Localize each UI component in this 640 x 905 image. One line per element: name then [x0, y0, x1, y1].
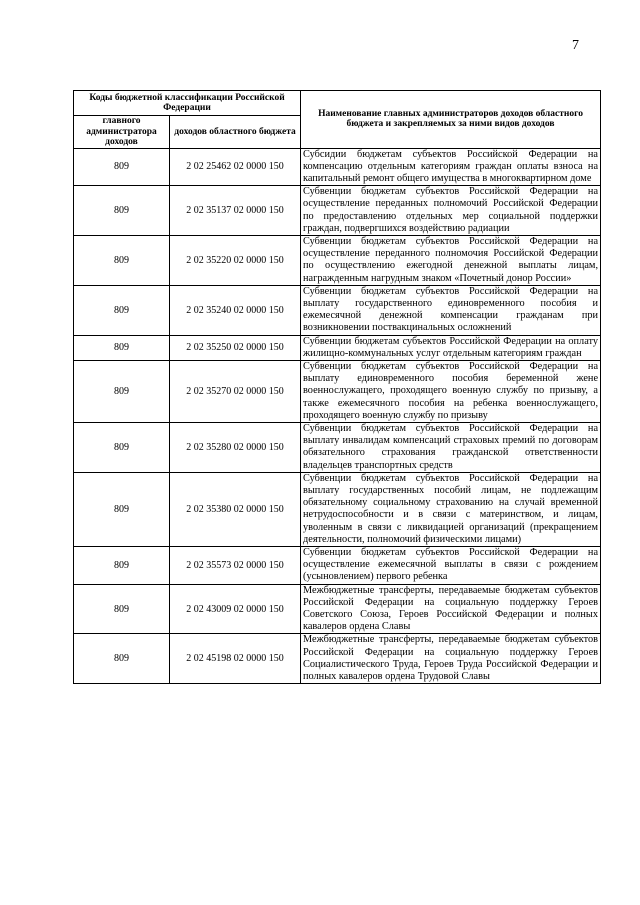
admin-code-cell: 809	[74, 235, 170, 285]
table-row	[74, 584, 601, 634]
income-name-cell: Субвенции бюджетам субъектов Российской Федерации на оплату жилищно-коммунальных услуг отдельным категориям граждан	[301, 335, 601, 360]
admin-code-cell: 809	[74, 634, 170, 684]
income-code-cell: 2 02 35573 02 0000 150	[170, 547, 301, 585]
income-name-cell: Субвенции бюджетам субъектов Российской Федерации на выплату государственного единовременного пособия и ежемесячной денежной компенсации гражданам при возникновении поствакцинальных осложнений	[301, 285, 601, 335]
admin-code-cell: 809	[74, 335, 170, 360]
table-row	[74, 472, 601, 546]
income-code-cell: 2 02 35270 02 0000 150	[170, 360, 301, 422]
page-number: 7	[572, 38, 579, 53]
table-row	[74, 148, 601, 186]
table-row	[74, 285, 601, 335]
income-code-cell: 2 02 35280 02 0000 150	[170, 422, 301, 472]
admin-code-cell: 809	[74, 584, 170, 634]
income-name-cell: Субвенции бюджетам субъектов Российской Федерации на выплату государственных пособий лицам, не подлежащим обязательному социальному страхованию на случай временной нетрудоспособности и в связи с материнством, и лицам, уволенным в связи с ликвидацией организаций (прекращением деятельности, полномочий физическими лицами)	[301, 472, 601, 546]
income-name-cell: Субсидии бюджетам субъектов Российской Федерации на компенсацию отдельным категориям граждан оплаты взноса на капитальный ремонт общего имущества в многоквартирном доме	[301, 148, 601, 186]
income-code-cell: 2 02 35250 02 0000 150	[170, 335, 301, 360]
admin-code-cell: 809	[74, 186, 170, 236]
income-code-cell: 2 02 43009 02 0000 150	[170, 584, 301, 634]
table-body	[74, 148, 601, 684]
admin-code-cell: 809	[74, 360, 170, 422]
table-row	[74, 422, 601, 472]
income-name-cell: Субвенции бюджетам субъектов Российской Федерации на осуществление переданных полномочий Российской Федерации по предоставлению отдельных мер социальной поддержки граждан, подвергшихся воздействию радиации	[301, 186, 601, 236]
budget-classification-table	[73, 90, 601, 684]
table-row	[74, 634, 601, 684]
table-row	[74, 235, 601, 285]
income-code-cell: 2 02 45198 02 0000 150	[170, 634, 301, 684]
admin-code-cell: 809	[74, 547, 170, 585]
income-name-cell: Субвенции бюджетам субъектов Российской Федерации на выплату единовременного пособия беременной жене военнослужащего, проходящего военную службу по призыву, а также ежемесячного пособия на ребенка военнослужащего, проходящего военную службу по призыву	[301, 360, 601, 422]
income-code-cell: 2 02 35240 02 0000 150	[170, 285, 301, 335]
admin-code-cell: 809	[74, 422, 170, 472]
header-budget-codes: Коды бюджетной классификации Российской Федерации	[74, 91, 301, 116]
income-name-cell: Межбюджетные трансферты, передаваемые бюджетам субъектов Российской Федерации на социальную поддержку Героев Советского Союза, Героев Российской Федерации и полных кавалеров ордена Славы	[301, 584, 601, 634]
header-main-administrator: главного администратора доходов	[74, 116, 170, 149]
admin-code-cell: 809	[74, 472, 170, 546]
income-code-cell: 2 02 35380 02 0000 150	[170, 472, 301, 546]
table-row	[74, 335, 601, 360]
admin-code-cell: 809	[74, 148, 170, 186]
table-row	[74, 360, 601, 422]
admin-code-cell: 809	[74, 285, 170, 335]
income-name-cell: Межбюджетные трансферты, передаваемые бюджетам субъектов Российской Федерации на социальную поддержку Героев Социалистического Труда, Героев Труда Российской Федерации и полных кавалеров ордена Трудовой Славы	[301, 634, 601, 684]
income-code-cell: 2 02 35220 02 0000 150	[170, 235, 301, 285]
income-code-cell: 2 02 25462 02 0000 150	[170, 148, 301, 186]
header-regional-income: доходов областного бюджета	[170, 116, 301, 149]
income-code-cell: 2 02 35137 02 0000 150	[170, 186, 301, 236]
income-name-cell: Субвенции бюджетам субъектов Российской Федерации на выплату инвалидам компенсаций страховых премий по договорам обязательного страхования гражданской ответственности владельцев транспортных средств	[301, 422, 601, 472]
income-name-cell: Субвенции бюджетам субъектов Российской Федерации на осуществление переданного полномочия Российской Федерации по осуществлению ежегодной денежной выплаты лицам, награжденным нагрудным знаком «Почетный донор России»	[301, 235, 601, 285]
table-row	[74, 186, 601, 236]
table-row	[74, 547, 601, 585]
header-administrator-name: Наименование главных администраторов доходов областного бюджета и закрепляемых за ними видов доходов	[301, 91, 601, 149]
income-name-cell: Субвенции бюджетам субъектов Российской Федерации на осуществление ежемесячной выплаты в связи с рождением (усыновлением) первого ребенка	[301, 547, 601, 585]
